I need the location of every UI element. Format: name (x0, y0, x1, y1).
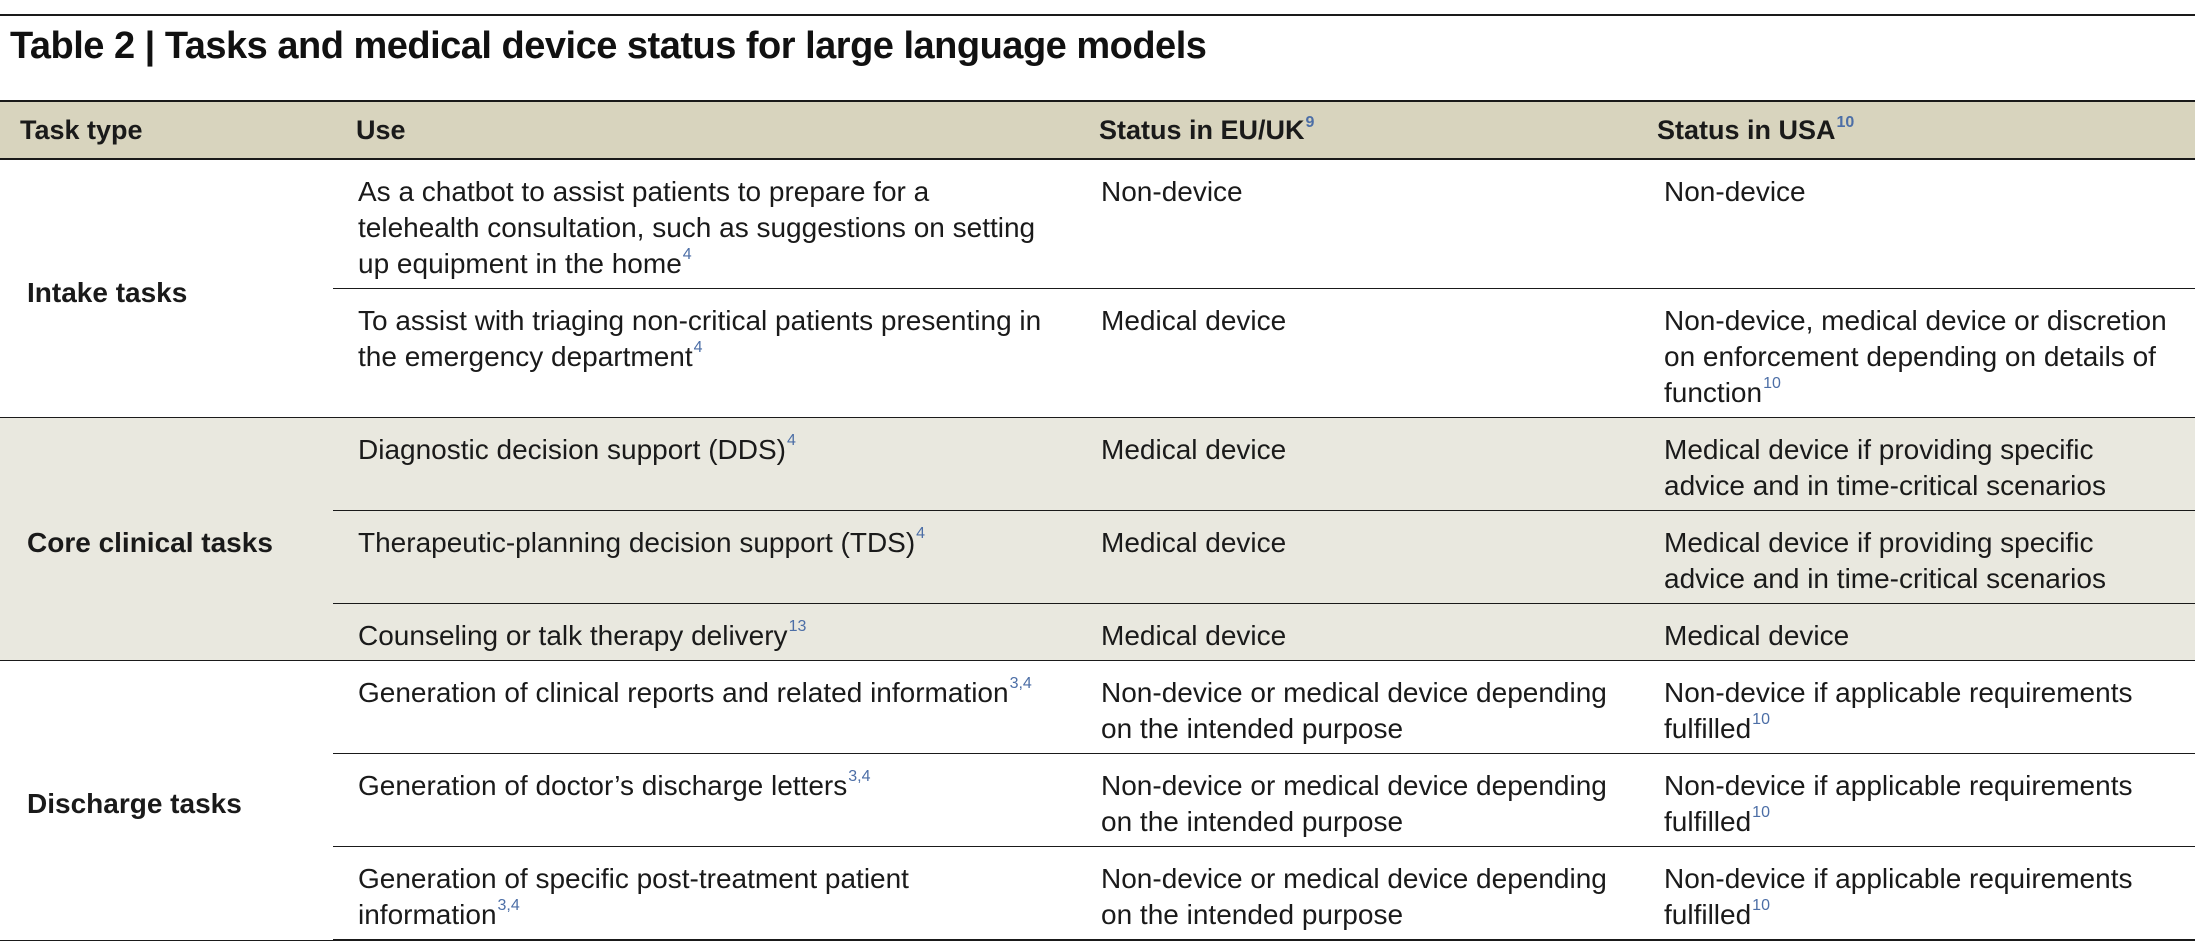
us-status-text: Non-device, medical device or discretion on enforcement depending on details of function (1664, 305, 2167, 408)
table-row (0, 418, 2195, 511)
use-cell (333, 418, 1077, 511)
eu-status-text: Medical device (1101, 620, 1287, 651)
citation-ref: 10 (1836, 113, 1855, 131)
table-row (0, 159, 2195, 289)
header-status-us (1640, 101, 2195, 159)
group-label: Intake tasks (0, 159, 333, 418)
use-text: Generation of specific post-treatment patient information (358, 863, 909, 930)
citation-ref: 10 (1752, 897, 1770, 914)
eu-status-cell (1077, 511, 1640, 604)
us-status-cell (1640, 159, 2195, 289)
eu-status-cell (1077, 604, 1640, 661)
eu-status-text: Medical device (1101, 305, 1287, 336)
eu-status-cell (1077, 847, 1640, 941)
eu-status-text: Non-device or medical device depending on the intended purpose (1101, 770, 1607, 837)
top-rule (0, 14, 2195, 16)
group-core-clinical-tasks (0, 418, 2195, 661)
eu-status-text: Non-device or medical device depending on the intended purpose (1101, 677, 1607, 744)
use-cell (333, 159, 1077, 289)
group-label: Discharge tasks (0, 661, 333, 941)
citation-ref: 4 (682, 246, 692, 263)
eu-status-cell (1077, 418, 1640, 511)
header-status-eu (1077, 101, 1640, 159)
header-status-eu-label: Status in EU/UK (1099, 114, 1305, 145)
eu-status-text: Medical device (1101, 434, 1287, 465)
use-cell (333, 604, 1077, 661)
use-text: Counseling or talk therapy delivery (358, 620, 788, 651)
us-status-text: Non-device if applicable requirements fulfilled (1664, 863, 2133, 930)
table-row (0, 661, 2195, 754)
eu-status-cell (1077, 159, 1640, 289)
group-label: Core clinical tasks (0, 418, 333, 661)
citation-ref: 3,4 (1009, 675, 1032, 692)
citation-ref: 4 (693, 339, 703, 356)
citation-ref: 10 (1763, 375, 1781, 392)
us-status-cell (1640, 661, 2195, 754)
use-cell (333, 289, 1077, 418)
us-status-cell (1640, 604, 2195, 661)
us-status-cell (1640, 754, 2195, 847)
us-status-cell (1640, 511, 2195, 604)
eu-status-cell (1077, 754, 1640, 847)
citation-ref: 13 (788, 618, 807, 635)
group-discharge-tasks (0, 661, 2195, 941)
eu-status-text: Non-device (1101, 176, 1243, 207)
citation-ref: 4 (916, 525, 926, 542)
us-status-cell (1640, 289, 2195, 418)
us-status-cell (1640, 418, 2195, 511)
us-status-text: Medical device if providing specific advice and in time-critical scenarios (1664, 527, 2106, 594)
citation-ref: 4 (786, 432, 796, 449)
citation-ref: 3,4 (497, 897, 520, 914)
eu-status-text: Medical device (1101, 527, 1287, 558)
use-cell (333, 661, 1077, 754)
us-status-text: Non-device if applicable requirements fulfilled (1664, 677, 2133, 744)
use-text: Generation of clinical reports and related information (358, 677, 1009, 708)
use-text: To assist with triaging non-critical patients presenting in the emergency department (358, 305, 1042, 372)
citation-ref: 10 (1752, 711, 1770, 728)
eu-status-cell (1077, 661, 1640, 754)
eu-status-text: Non-device or medical device depending on the intended purpose (1101, 863, 1607, 930)
use-text: As a chatbot to assist patients to prepare for a telehealth consultation, such as suggestions on setting up equipment in the home (358, 176, 1036, 279)
header-status-us-label: Status in USA (1657, 114, 1836, 145)
table-title: Table 2 | Tasks and medical device status for large language models (10, 25, 1207, 67)
citation-ref: 3,4 (848, 768, 871, 785)
header-task-type-label: Task type (20, 114, 143, 145)
citation-ref: 9 (1305, 113, 1315, 131)
header-row (0, 101, 2195, 159)
device-status-table (0, 100, 2195, 941)
citation-ref: 10 (1752, 804, 1770, 821)
use-cell (333, 511, 1077, 604)
header-use-label: Use (356, 114, 406, 145)
table-header (0, 101, 2195, 159)
use-cell (333, 847, 1077, 941)
use-cell (333, 754, 1077, 847)
use-text: Therapeutic-planning decision support (TDS) (358, 527, 916, 558)
use-text: Diagnostic decision support (DDS) (358, 434, 786, 465)
header-task-type (0, 101, 333, 159)
us-status-text: Non-device if applicable requirements fulfilled (1664, 770, 2133, 837)
us-status-text: Non-device (1664, 176, 1806, 207)
group-intake-tasks (0, 159, 2195, 418)
eu-status-cell (1077, 289, 1640, 418)
us-status-cell (1640, 847, 2195, 941)
header-use (333, 101, 1077, 159)
use-text: Generation of doctor’s discharge letters (358, 770, 848, 801)
us-status-text: Medical device if providing specific advice and in time-critical scenarios (1664, 434, 2106, 501)
us-status-text: Medical device (1664, 620, 1850, 651)
